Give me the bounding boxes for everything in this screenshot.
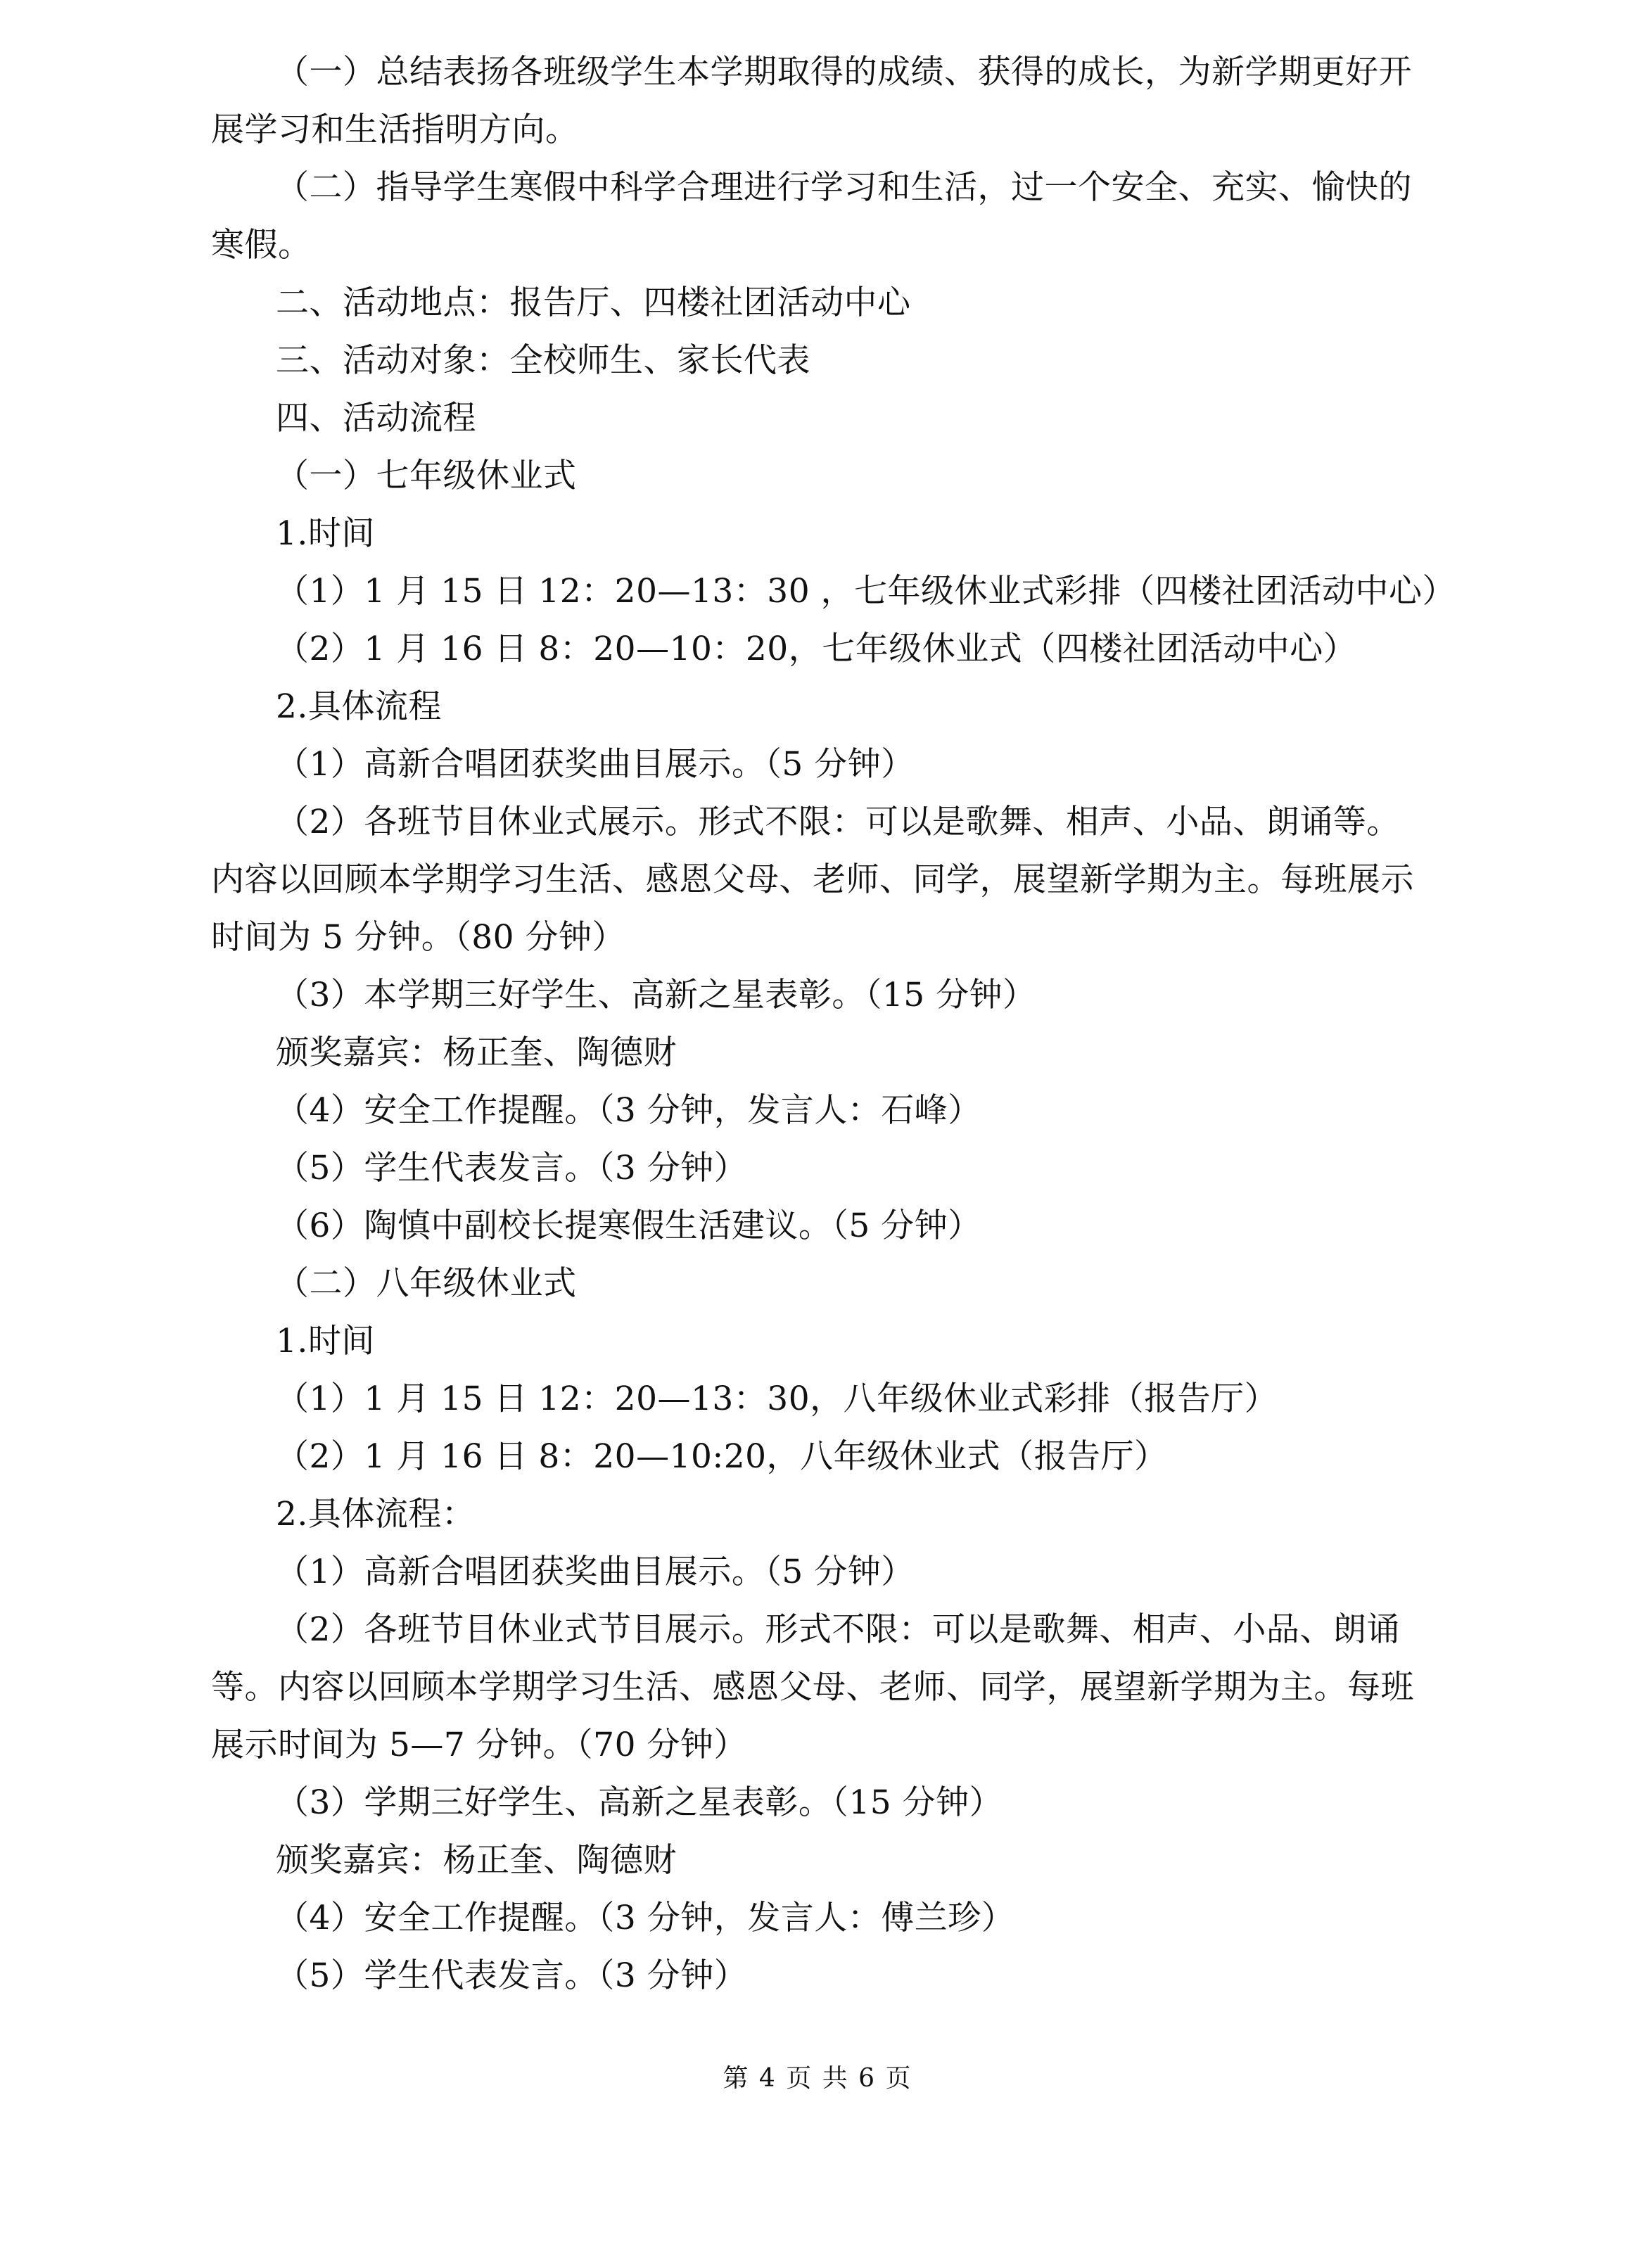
- text-line: （2）各班节目休业式展示。形式不限：可以是歌舞、相声、小品、朗诵等。: [276, 803, 1400, 841]
- text-line: 四、活动流程: [276, 399, 476, 438]
- document-body: [211, 44, 1463, 2005]
- text-line: 时间为 5 分钟。（80 分钟）: [211, 918, 626, 957]
- text-line: 展学习和生活指明方向。: [211, 110, 579, 149]
- text-line: （一）总结表扬各班级学生本学期取得的成绩、获得的成长，为新学期更好开: [276, 53, 1412, 91]
- text-line: 2.具体流程: [276, 687, 442, 726]
- text-line: （4）安全工作提醒。（3 分钟，发言人：傅兰珍）: [276, 1899, 1015, 1937]
- text-line: （4）安全工作提醒。（3 分钟，发言人：石峰）: [276, 1091, 981, 1130]
- text-line: 三、活动对象：全校师生、家长代表: [276, 341, 810, 380]
- text-line: 2.具体流程：: [276, 1495, 476, 1534]
- text-line: （二）八年级休业式: [276, 1264, 577, 1303]
- page-footer: 第 4 页 共 6 页: [723, 2064, 912, 2093]
- text-line: （1）高新合唱团获奖曲目展示。（5 分钟）: [276, 745, 915, 784]
- text-line: 寒假。: [211, 226, 312, 265]
- text-line: （2）各班节目休业式节目展示。形式不限：可以是歌舞、相声、小品、朗诵: [276, 1610, 1400, 1649]
- text-line: （2）1 月 16 日 8：20—10：20，七年级休业式（四楼社团活动中心）: [276, 630, 1357, 668]
- text-line: （1）1 月 15 日 12：20—13：30 ，七年级休业式彩排（四楼社团活动中心）: [276, 572, 1456, 611]
- text-line: 颁奖嘉宾：杨正奎、陶德财: [276, 1033, 677, 1072]
- text-line: （5）学生代表发言。（3 分钟）: [276, 1956, 748, 1995]
- text-line: （1）高新合唱团获奖曲目展示。（5 分钟）: [276, 1553, 915, 1591]
- text-line: （3）学期三好学生、高新之星表彰。（15 分钟）: [276, 1783, 1003, 1822]
- text-line: （3）本学期三好学生、高新之星表彰。（15 分钟）: [276, 976, 1036, 1014]
- text-line: 等。内容以回顾本学期学习生活、感恩父母、老师、同学，展望新学期为主。每班: [211, 1668, 1414, 1707]
- text-line: （1）1 月 15 日 12：20—13：30，八年级休业式彩排（报告厅）: [276, 1380, 1278, 1418]
- text-line: 展示时间为 5—7 分钟。（70 分钟）: [211, 1726, 747, 1764]
- text-line: 内容以回顾本学期学习生活、感恩父母、老师、同学，展望新学期为主。每班展示: [211, 860, 1414, 899]
- text-line: 1.时间: [276, 1322, 375, 1361]
- text-line: （6）陶慎中副校长提寒假生活建议。（5 分钟）: [276, 1206, 981, 1245]
- text-line: （一）七年级休业式: [276, 457, 577, 495]
- text-line: （2）1 月 16 日 8：20—10:20，八年级休业式（报告厅）: [276, 1437, 1168, 1476]
- text-line: （二）指导学生寒假中科学合理进行学习和生活，过一个安全、充实、愉快的: [276, 168, 1412, 207]
- text-line: 颁奖嘉宾：杨正奎、陶德财: [276, 1841, 677, 1880]
- text-line: （5）学生代表发言。（3 分钟）: [276, 1149, 748, 1187]
- text-line: 1.时间: [276, 514, 375, 553]
- text-line: 二、活动地点：报告厅、四楼社团活动中心: [276, 284, 911, 322]
